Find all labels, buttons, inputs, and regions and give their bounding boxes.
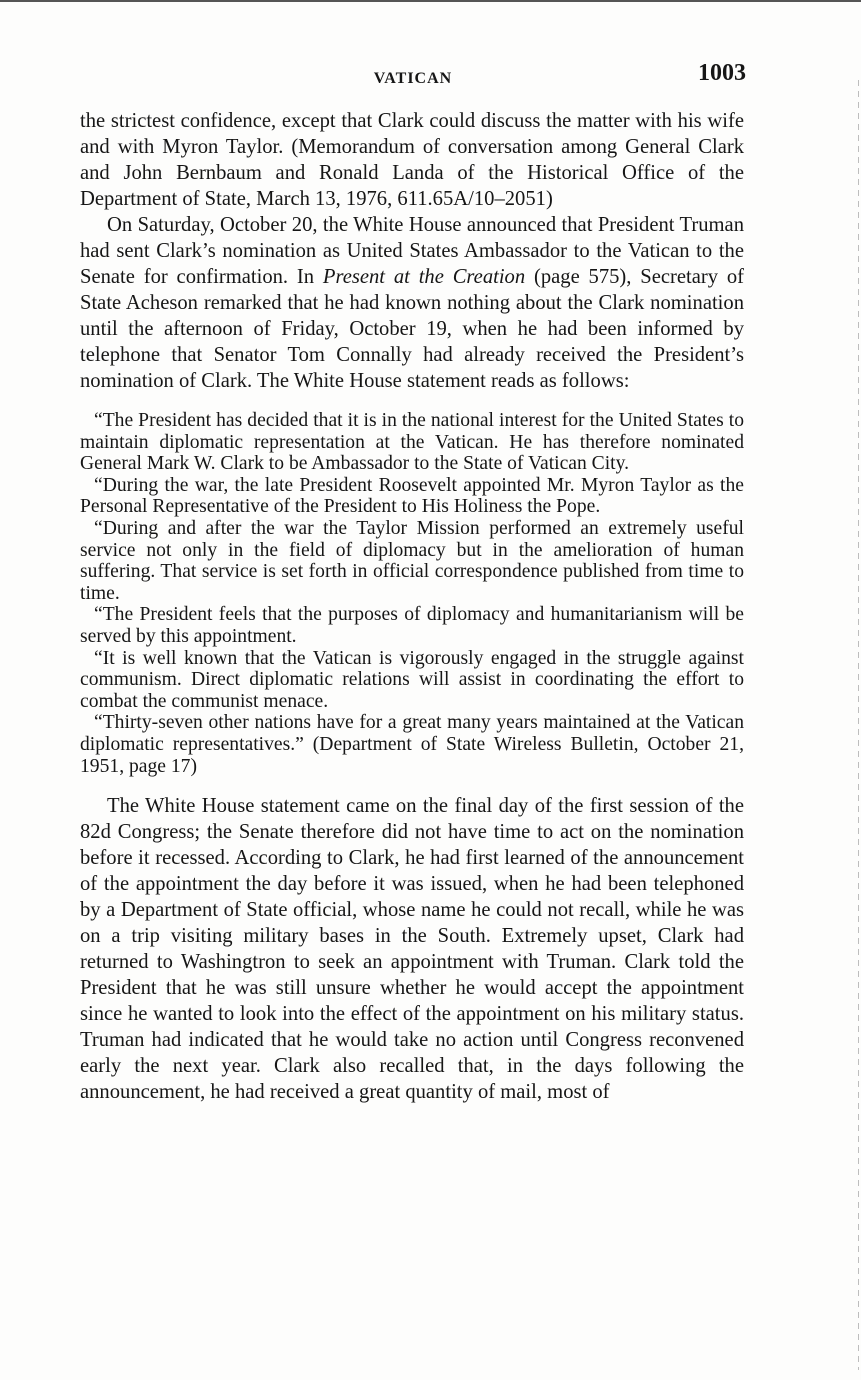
quote-paragraph: “Thirty-seven other nations have for a great many years maintained at the Vatican diplomatic representatives.” (Department of State Wireless Bulletin, October 21, 1951, page 17) [80, 712, 744, 777]
page-number: 1003 [698, 60, 746, 86]
paragraph-2 [80, 212, 744, 394]
scan-edge-top [0, 0, 861, 2]
paragraph-2-text-b: (page 575), Secretary of State Acheson remarked that he had known nothing about the Clark nomination until the afternoon of Friday, October 19, when he had been informed by telephone that Senator Tom Connally had already received the President’s nomination of Clark. The White House statement reads as follows: [80, 266, 744, 392]
quote-paragraph: “The President has decided that it is in the national interest for the United States to maintain diplomatic representation at the Vatican. He has therefore nominated General Mark W. Clark to be Ambassador to the State of Vatican City. [80, 410, 744, 475]
running-title: VATICAN [373, 70, 453, 87]
quote-paragraph: “During and after the war the Taylor Mission performed an extremely useful service not only in the field of diplomacy but in the amelioration of human suffering. That service is set forth in official correspondence published from time to time. [80, 517, 744, 604]
block-quote [80, 410, 744, 777]
book-title: Present at the Creation [322, 266, 526, 288]
paragraph-2-text-a: On Saturday, October 20, the White House announced that President Truman had sent Clark’s nomination as United States Ambassador to the Vatican to the Senate for confirmation. In [80, 214, 744, 288]
quote-paragraph: “The President feels that the purposes of diplomacy and humanitarianism will be served by this appointment. [80, 604, 744, 647]
body-text [80, 108, 744, 1105]
quote-paragraph: “It is well known that the Vatican is vigorously engaged in the struggle against communism. Direct diplomatic relations will assist in coordinating the effort to combat the communist menace. [80, 647, 744, 712]
scan-edge-right [858, 80, 859, 1370]
paragraph-1: the strictest confidence, except that Clark could discuss the matter with his wife and with Myron Taylor. (Memorandum of conversation among General Clark and John Bernbaum and Ronald Landa of the Historical Office of the Department of State, March 13, 1976, 611.65A/10–2051) [80, 110, 744, 210]
running-head [80, 60, 746, 94]
quote-paragraph: “During the war, the late President Roosevelt appointed Mr. Myron Taylor as the Personal Representative of the President to His Holiness the Pope. [80, 474, 744, 518]
paragraph-3: The White House statement came on the final day of the first session of the 82d Congress; the Senate therefore did not have time to act on the nomination before it recessed. According to Clark, he had first learned of the announcement of the appointment the day before it was issued, when he had been telephoned by a Department of State official, whose name he could not recall, while he was on a trip visiting military bases in the South. Extremely upset, Clark had returned to Washingtron to seek an appointment with Truman. Clark told the President that he was still unsure whether he would accept the appointment since he wanted to look into the effect of the appointment on his military status. Truman had indicated that he would take no action until Congress reconvened early the next year. Clark also recalled that, in the days following the announcement, he had received a great quantity of mail, most of [80, 795, 744, 1104]
